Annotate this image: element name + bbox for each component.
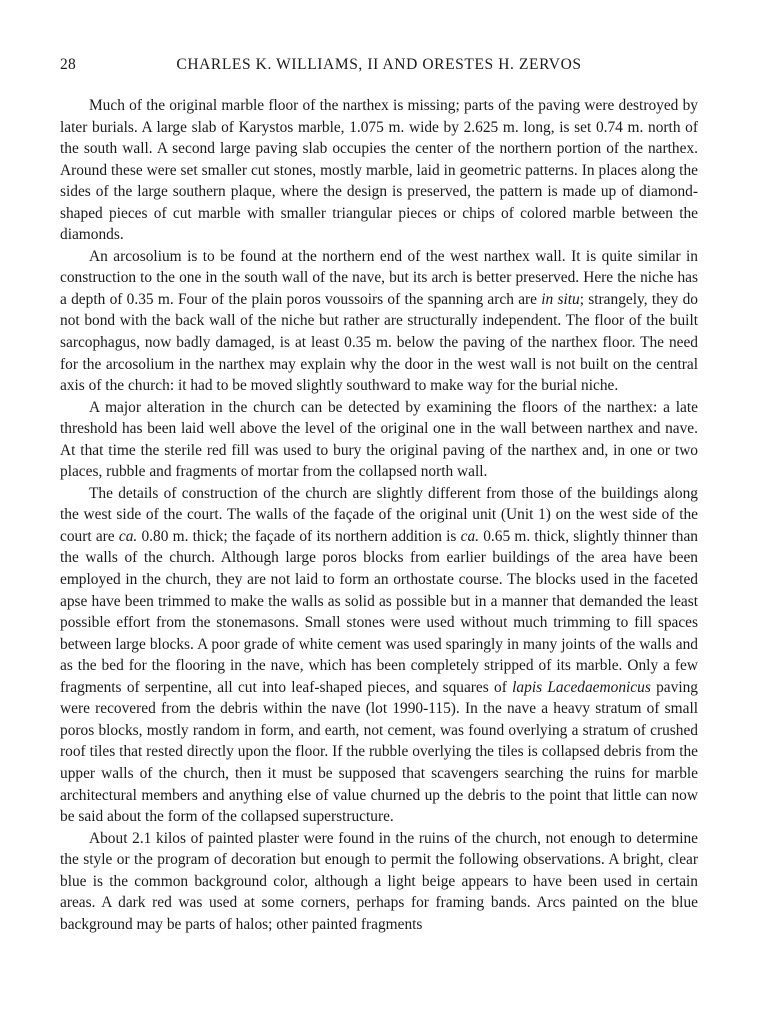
paragraph [60, 246, 698, 397]
text-run: The details of construction of the church are slightly different from those of the buildings along the west side of the court. The walls of the façade of the original unit (Unit 1) on the west side of the court are [60, 484, 698, 545]
italic-text: ca. [460, 527, 480, 545]
page-header [60, 56, 698, 78]
text-run: 0.80 m. thick; the façade of its northern addition is [137, 527, 461, 545]
paragraph [60, 483, 698, 828]
paragraph [60, 95, 698, 246]
italic-text: in situ [541, 290, 580, 308]
text-run: About 2.1 kilos of painted plaster were found in the ruins of the church, not enough to determine the style or the program of decoration but enough to permit the following observations. A bright, clear blue is the common background color, although a light beige appears to have been used in certain areas. A dark red was used at some corners, perhaps for framing bands. Arcs painted on the blue background may be parts of halos; other painted fragments [60, 829, 698, 933]
paragraph [60, 397, 698, 483]
text-run: Much of the original marble floor of the narthex is missing; parts of the paving were destroyed by later burials. A large slab of Karystos marble, 1.075 m. wide by 2.625 m. long, is set 0.74 m. north of the south wall. A second large paving slab occupies the center of the northern portion of the narthex. Around these were set smaller cut stones, mostly marble, laid in geometric patterns. In places along the sides of the large southern plaque, where the design is preserved, the pattern is made up of diamond-shaped pieces of cut marble with smaller triangular pieces or chips of colored marble between the diamonds. [60, 97, 698, 244]
italic-text: ca. [118, 527, 138, 545]
page-number: 28 [60, 56, 76, 73]
text-run: A major alteration in the church can be detected by examining the floors of the narthex: a late threshold has been laid well above the level of the original one in the wall between narthex and nave. At that time the sterile red fill was used to bury the original paving of the narthex and, in one or two places, rubble and fragments of mortar from the collapsed north wall. [60, 398, 698, 481]
paragraph [60, 828, 698, 936]
text-run: paving were recovered from the debris within the nave (lot 1990-115). In the nave a heavy stratum of small poros blocks, mostly random in form, and earth, not cement, was found overlying a stratum of crushed roof tiles that rested directly upon the floor. If the rubble overlying the tiles is collapsed debris from the upper walls of the church, then it must be supposed that scavengers searching the ruins for marble architectural members and anything else of value churned up the debris to the point that little can now be said about the form of the collapsed superstructure. [60, 678, 698, 826]
text-run: ; strangely, they do not bond with the back wall of the niche but rather are structurally independent. The floor of the built sarcophagus, now badly damaged, is at least 0.35 m. below the paving of the narthex floor. The need for the arcosolium in the narthex may explain why the door in the west wall is not built on the central axis of the church: it had to be moved slightly southward to make way for the burial niche. [60, 290, 698, 395]
text-run: 0.65 m. thick, slightly thinner than the walls of the church. Although large poros blocks from earlier buildings of the area have been employed in the church, they are not laid to form an orthostate course. The blocks used in the faceted apse have been trimmed to make the walls as solid as possible but in a manner that demanded the least possible effort from the stonemasons. Small stones were used without much trimming to fill spaces between large blocks. A poor grade of white cement was used sparingly in many joints of the walls and as the bed for the flooring in the nave, which has been completely stripped of its marble. Only a few fragments of serpentine, all cut into leaf-shaped pieces, and squares of [60, 527, 698, 696]
running-head: CHARLES K. WILLIAMS, II AND ORESTES H. ZERVOS [176, 56, 582, 73]
italic-text: lapis Lacedaemonicus [512, 678, 651, 696]
body-text [60, 95, 698, 935]
text-run: An arcosolium is to be found at the northern end of the west narthex wall. It is quite similar in construction to the one in the south wall of the nave, but its arch is better preserved. Here the niche has a depth of 0.35 m. Four of the plain poros voussoirs of the spanning arch are [60, 247, 698, 308]
page [60, 56, 698, 935]
